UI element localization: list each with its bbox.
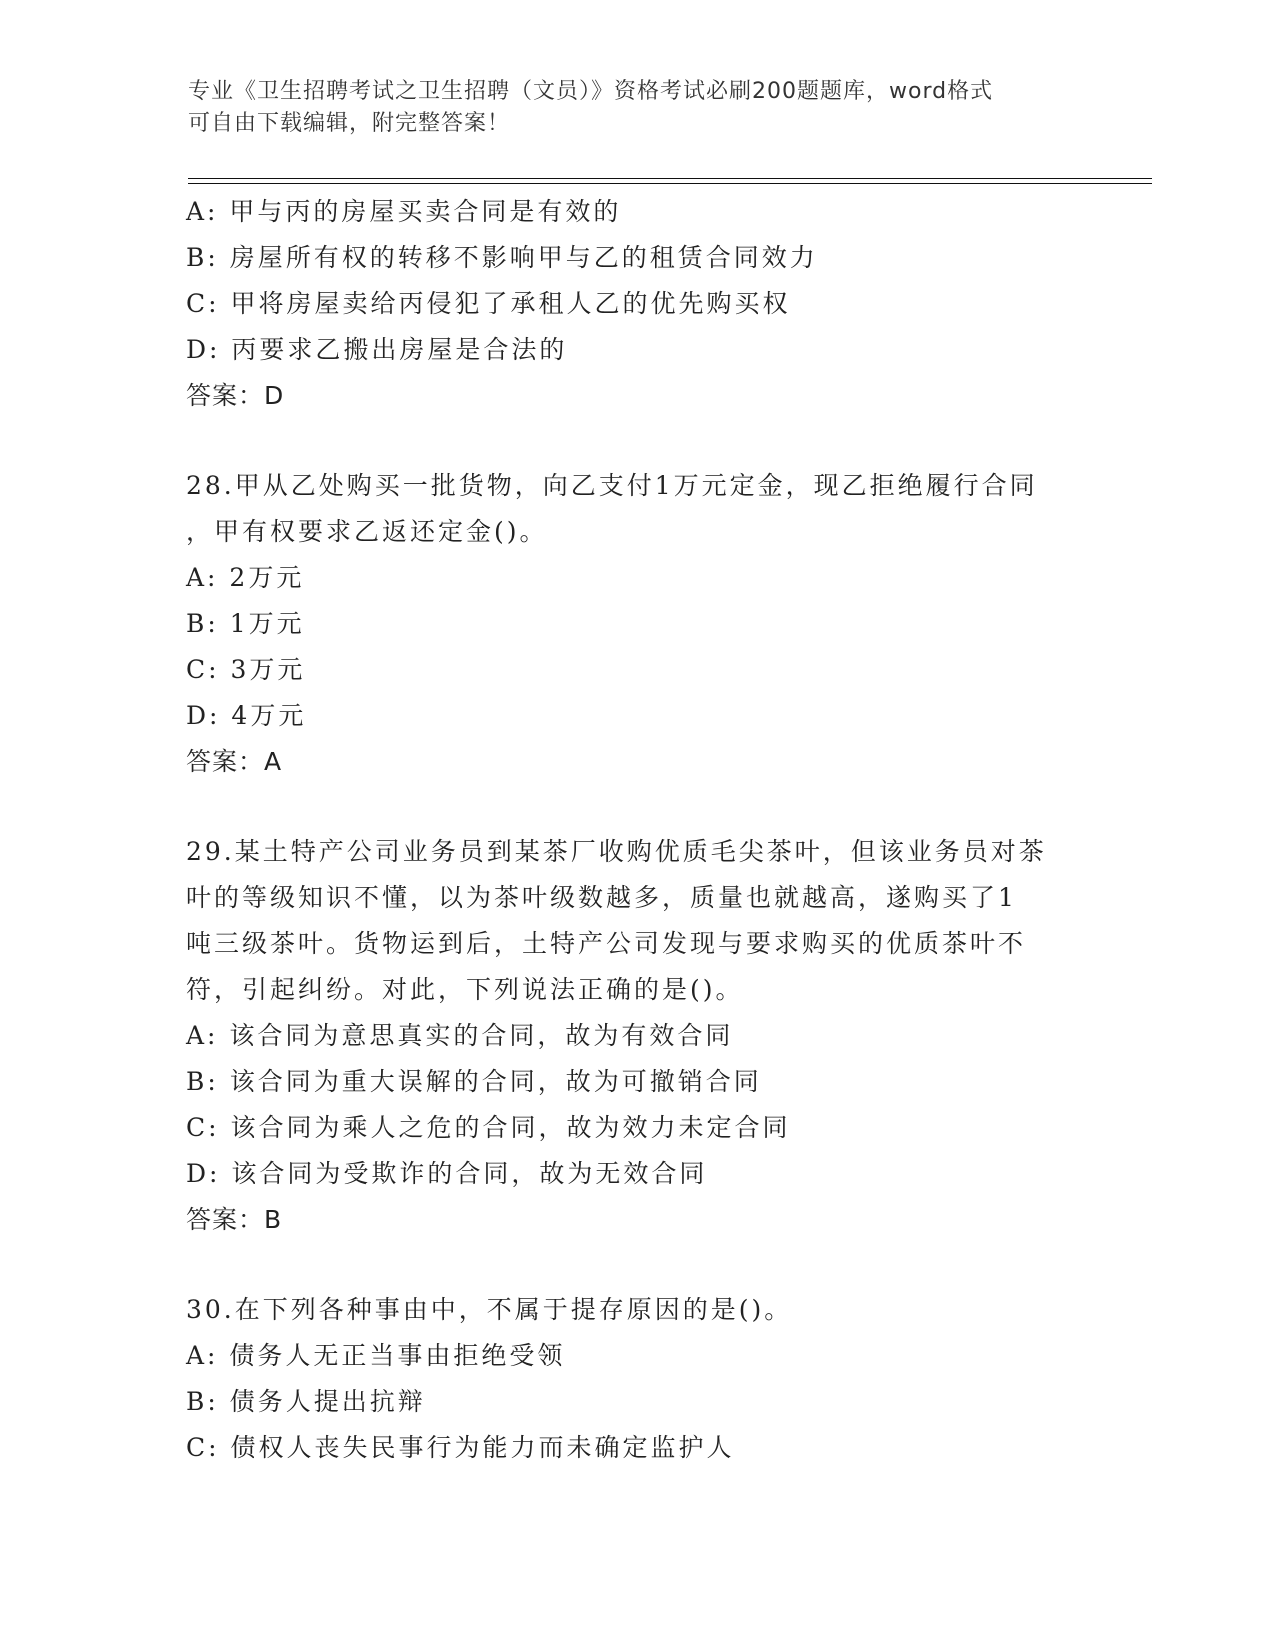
option-c: C: 甲将房屋卖给丙侵犯了承租人乙的优先购买权 (186, 289, 791, 318)
option-c: C: 该合同为乘人之危的合同，故为效力未定合同 (186, 1113, 791, 1142)
question-stem-line: 30.在下列各种事由中，不属于提存原因的是()。 (186, 1295, 793, 1324)
option-b: B: 房屋所有权的转移不影响甲与乙的租赁合同效力 (186, 243, 818, 272)
question-stem-line: ，甲有权要求乙返还定金()。 (186, 517, 548, 546)
question-stem-line: 28.甲从乙处购买一批货物，向乙支付1万元定金，现乙拒绝履行合同 (186, 471, 1038, 500)
option-a: A: 债务人无正当事由拒绝受领 (186, 1341, 566, 1370)
answer: 答案：A (186, 747, 283, 776)
question-spacer (186, 1243, 1086, 1287)
question-list (186, 189, 1086, 1471)
header-line-1: 专业《卫生招聘考试之卫生招聘（文员）》资格考试必刷200题题库，word格式 (188, 79, 994, 104)
option-d: D: 丙要求乙搬出房屋是合法的 (186, 335, 568, 364)
answer: 答案：D (186, 381, 285, 410)
answer: 答案：B (186, 1205, 283, 1234)
header-line-2: 可自由下载编辑，附完整答案！ (188, 111, 511, 136)
question-spacer (186, 419, 1086, 463)
option-a: A: 2万元 (186, 563, 305, 592)
option-a: A: 该合同为意思真实的合同，故为有效合同 (186, 1021, 734, 1050)
document-header (188, 76, 1068, 140)
option-c: C: 3万元 (186, 655, 306, 684)
question-28 (186, 463, 1086, 785)
question-stem-line: 符，引起纠纷。对此，下列说法正确的是()。 (186, 975, 744, 1004)
question-stem-line: 29.某土特产公司业务员到某茶厂收购优质毛尖茶叶，但该业务员对茶 (186, 837, 1047, 866)
question-29 (186, 829, 1086, 1243)
option-b: B: 1万元 (186, 609, 305, 638)
option-b: B: 债务人提出抗辩 (186, 1387, 426, 1416)
question-spacer (186, 785, 1086, 829)
question-27 (186, 189, 1086, 419)
option-c: C: 债权人丧失民事行为能力而未确定监护人 (186, 1433, 735, 1462)
header-divider-top (188, 178, 1152, 179)
question-stem-line: 吨三级茶叶。货物运到后，土特产公司发现与要求购买的优质茶叶不 (186, 929, 1027, 958)
question-30 (186, 1287, 1086, 1471)
header-divider-bottom (188, 183, 1152, 184)
option-d: D: 该合同为受欺诈的合同，故为无效合同 (186, 1159, 708, 1188)
option-d: D: 4万元 (186, 701, 307, 730)
option-b: B: 该合同为重大误解的合同，故为可撤销合同 (186, 1067, 762, 1096)
question-stem-line: 叶的等级知识不懂，以为茶叶级数越多，质量也就越高，遂购买了1 (186, 883, 1017, 912)
option-a: A: 甲与丙的房屋买卖合同是有效的 (186, 197, 622, 226)
